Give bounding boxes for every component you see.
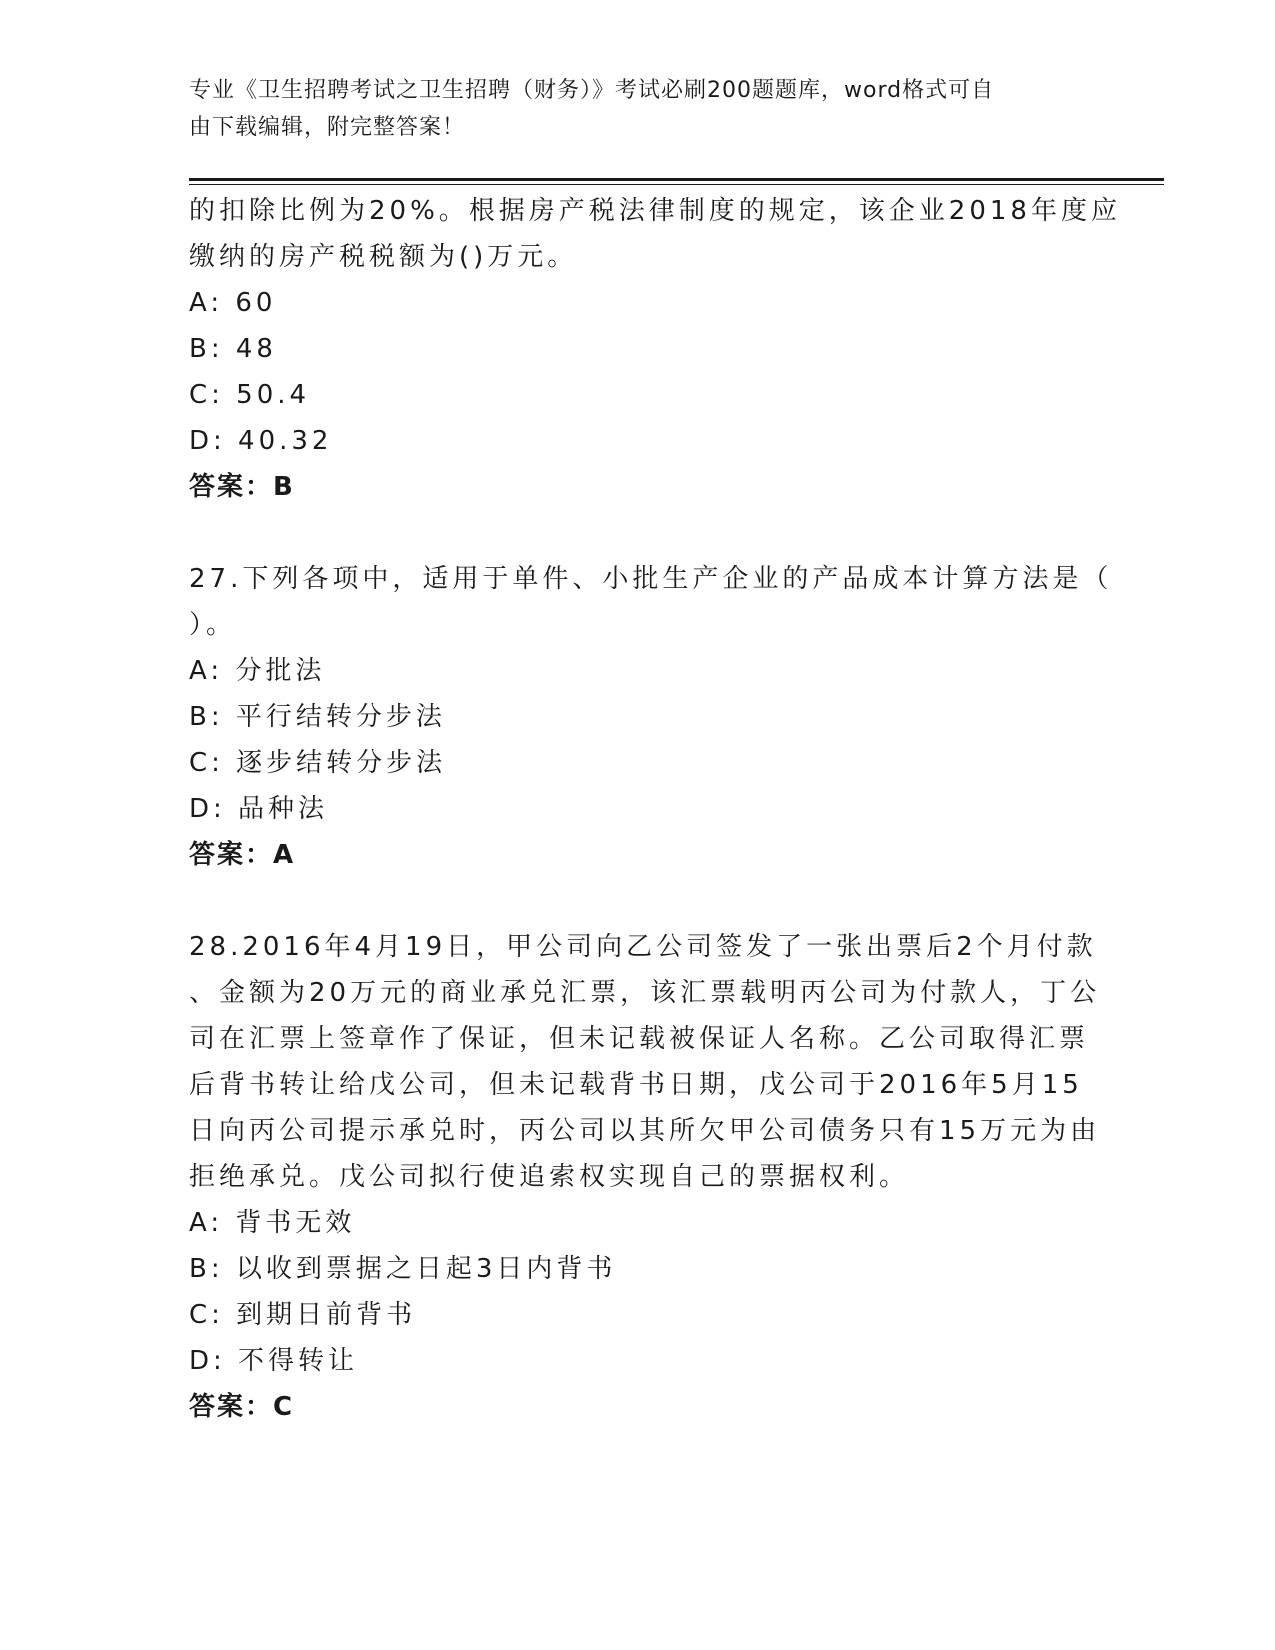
document-body	[189, 188, 1121, 1430]
question-text-line: 的扣除比例为20%。根据房产税法律制度的规定，该企业2018年度应	[189, 196, 1121, 226]
question-text-line: ）。	[189, 610, 237, 640]
question-27	[189, 556, 1113, 878]
question-text-line: 、金额为20万元的商业承兑汇票，该汇票载明丙公司为付款人，丁公	[189, 978, 1101, 1008]
option-d: D: 不得转让	[189, 1346, 359, 1376]
document-header	[189, 72, 1089, 146]
question-28	[189, 924, 1101, 1430]
option-c: C: 逐步结转分步法	[189, 748, 447, 778]
option-a: A: 背书无效	[189, 1208, 356, 1238]
header-rule-thin	[189, 184, 1164, 185]
question-text-line: 后背书转让给戊公司，但未记载背书日期，戊公司于2016年5月15	[189, 1070, 1083, 1100]
question-text-line: 日向丙公司提示承兑时，丙公司以其所欠甲公司债务只有15万元为由	[189, 1116, 1101, 1146]
spacer	[189, 510, 1089, 556]
header-line-1: 专业《卫生招聘考试之卫生招聘（财务）》考试必刷200题题库，word格式可自	[189, 78, 995, 103]
option-c: C: 50.4	[189, 380, 311, 410]
answer-line: 答案：B	[189, 472, 295, 502]
option-b: B: 以收到票据之日起3日内背书	[189, 1254, 617, 1284]
option-a: A: 60	[189, 288, 277, 318]
spacer	[189, 878, 1089, 924]
question-text-line: 缴纳的房产税税额为()万元。	[189, 242, 578, 272]
header-line-2: 由下载编辑，附完整答案！	[189, 115, 466, 140]
option-d: D: 40.32	[189, 426, 333, 456]
question-26	[189, 188, 1121, 510]
header-rule-thick	[189, 178, 1164, 181]
question-text-line: 28.2016年4月19日，甲公司向乙公司签发了一张出票后2个月付款	[189, 932, 1097, 962]
question-text-line: 司在汇票上签章作了保证，但未记载被保证人名称。乙公司取得汇票	[189, 1024, 1090, 1054]
option-c: C: 到期日前背书	[189, 1300, 417, 1330]
option-b: B: 48	[189, 334, 277, 364]
question-text-line: 拒绝承兑。戊公司拟行使追索权实现自己的票据权利。	[189, 1162, 910, 1192]
answer-line: 答案：A	[189, 840, 296, 870]
option-d: D: 品种法	[189, 794, 329, 824]
question-text-line: 27.下列各项中，适用于单件、小批生产企业的产品成本计算方法是（	[189, 564, 1113, 594]
answer-line: 答案：C	[189, 1392, 295, 1422]
option-b: B: 平行结转分步法	[189, 702, 446, 732]
option-a: A: 分批法	[189, 656, 326, 686]
